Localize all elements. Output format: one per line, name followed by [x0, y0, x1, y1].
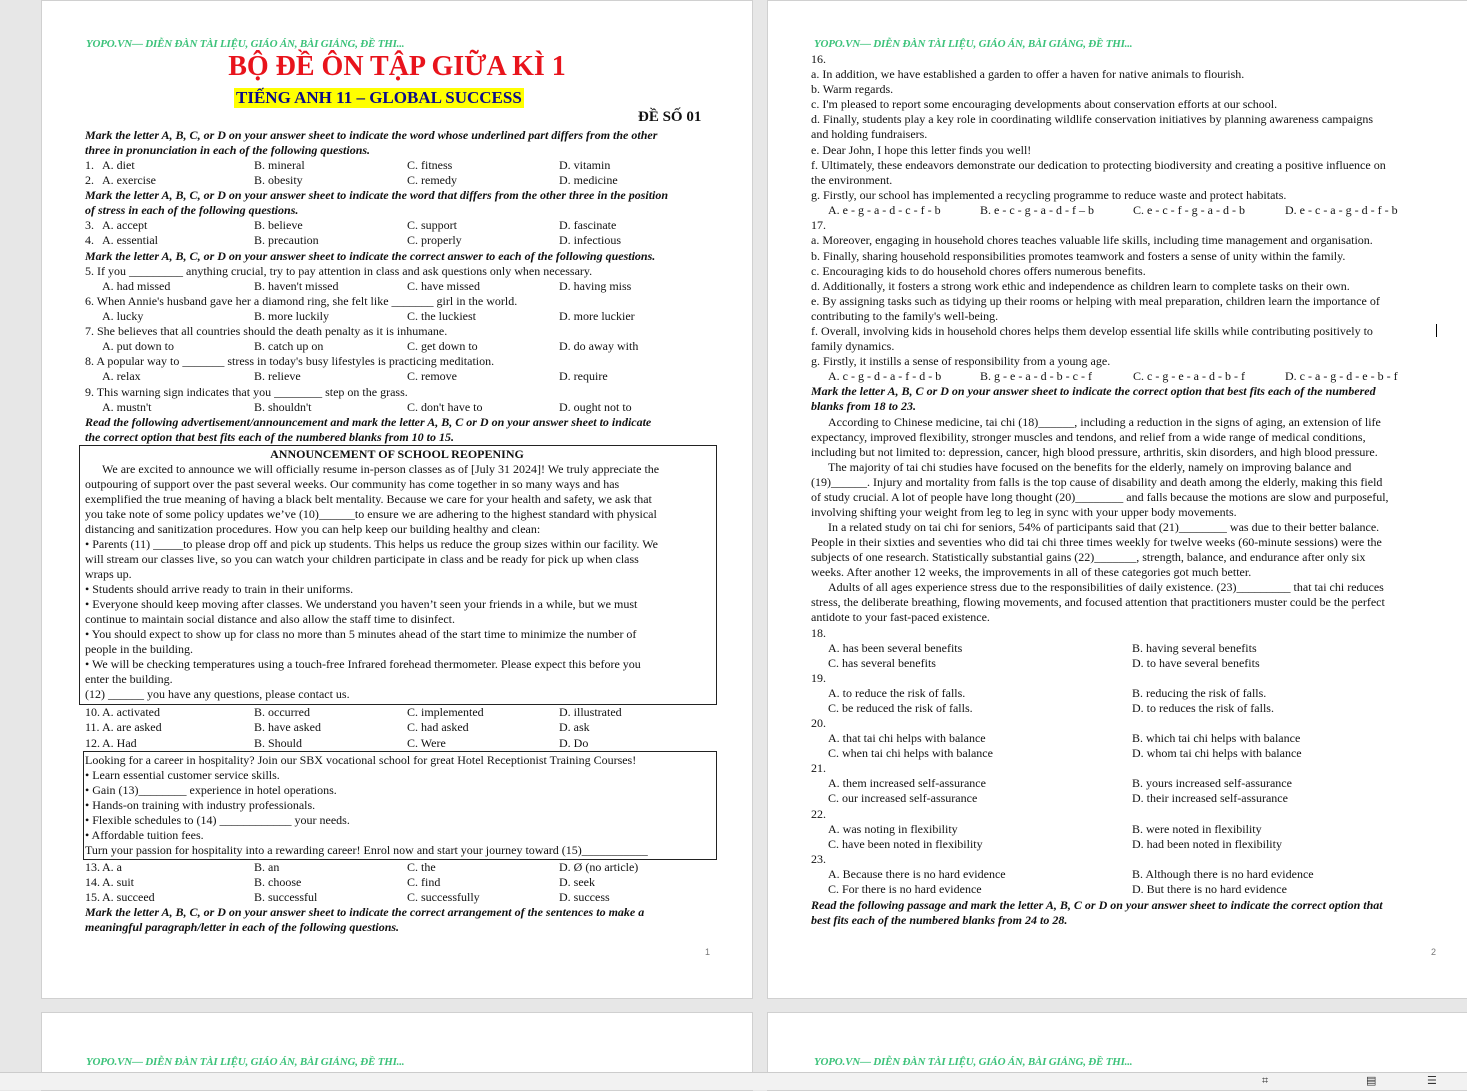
question-number: 15. [85, 890, 100, 904]
option-sentence: f. Overall, involving kids in household chores helps them develop essential life skills while contributing positively to [811, 324, 1373, 338]
document-page-2 [767, 0, 1467, 999]
passage-line: (19)______. Injury and mortality from falls is the top cause of disability and death among the elderly, making this field [811, 475, 1383, 489]
answer-option-b[interactable]: B. more luckily [254, 309, 329, 323]
page-header: YOPO.VN— DIỄN ĐÀN TÀI LIỆU, GIÁO ÁN, BÀI GIẢNG, ĐỀ THI... [814, 38, 1133, 50]
answer-option-c[interactable]: C. when tai chi helps with balance [828, 746, 993, 760]
page-number: 1 [705, 947, 711, 957]
instruction-line: of stress in each of the following questions. [85, 203, 299, 217]
question-number: 10. [85, 705, 100, 719]
question-stem: 9. This warning sign indicates that you ________ step on the grass. [85, 385, 408, 399]
order-option[interactable]: A. c - g - d - a - f - d - b [828, 369, 942, 383]
passage-line: Adults of all ages experience stress due to the responsibilities of daily existence. (23)_________ that tai chi reduces [828, 580, 1384, 594]
answer-option-c[interactable]: C. the luckiest [407, 309, 476, 323]
question-number: 18. [811, 626, 826, 640]
passage-line: People in their sixties and seventies who did tai chi three times weekly for twelve weeks (60-minute sessions) were the [811, 535, 1382, 549]
answer-option-b[interactable]: B. have asked [254, 720, 321, 734]
question-number: 23. [811, 852, 826, 866]
answer-option-c[interactable]: C. have missed [407, 279, 480, 293]
answer-option-d[interactable]: D. vitamin [559, 158, 611, 172]
order-option[interactable]: D. e - c - a - g - d - f - b [1285, 203, 1398, 217]
instruction-line: Mark the letter A, B, C, or D on your answer sheet to indicate the word that differs from the other three in the position [85, 188, 669, 202]
answer-option-b[interactable]: B. shouldn't [254, 400, 312, 414]
answer-option-d[interactable]: D. require [559, 369, 608, 383]
answer-option-c[interactable]: C. our increased self-assurance [828, 791, 978, 805]
document-page-1 [41, 0, 753, 999]
answer-option-a[interactable]: A. Because there is no hard evidence [828, 867, 1006, 881]
announcement-line: people in the building. [85, 642, 193, 656]
answer-option-a[interactable]: A. has been several benefits [828, 641, 963, 655]
answer-option-c[interactable]: C. remove [407, 369, 457, 383]
instruction-line: best fits each of the numbered blanks from 24 to 28. [811, 913, 1068, 927]
answer-option-b[interactable]: B. yours increased self-assurance [1132, 776, 1292, 790]
answer-option-d[interactable]: D. infectious [559, 233, 621, 247]
announcement-line: • Parents (11) _____to please drop off and pick up students. This helps us reduce the group sizes within our facility. We [85, 537, 658, 551]
question-number: 1. [85, 158, 94, 172]
answer-option-c[interactable]: C. find [407, 875, 441, 889]
instruction-line: meaningful paragraph/letter in each of the following questions. [85, 920, 400, 934]
option-sentence: g. Firstly, it instills a sense of responsibility from a young age. [811, 354, 1111, 368]
instruction-line: Mark the letter A, B, C, or D on your answer sheet to indicate the correct arrangement of the sentences to make a [85, 905, 645, 919]
answer-option-b[interactable]: B. choose [254, 875, 302, 889]
passage-line: weeks. After another 12 weeks, the improvements in all of these categories got much better. [811, 565, 1252, 579]
question-number: 22. [811, 807, 826, 821]
question-number: 19. [811, 671, 826, 685]
answer-option-a[interactable]: A. activated [102, 705, 160, 719]
order-option[interactable]: B. g - e - a - d - b - c - f [980, 369, 1092, 383]
question-number: 13. [85, 860, 100, 874]
question-stem: 8. A popular way to _______ stress in today's busy lifestyles is practicing meditation. [85, 354, 495, 368]
answer-option-d[interactable]: D. ought not to [559, 400, 632, 414]
question-number: 4. [85, 233, 94, 247]
answer-option-a[interactable]: A. succeed [102, 890, 155, 904]
answer-option-b[interactable]: B. Should [254, 736, 303, 750]
announcement-box [79, 445, 717, 705]
page-header: YOPO.VN— DIỄN ĐÀN TÀI LIỆU, GIÁO ÁN, BÀI GIẢNG, ĐỀ THI... [86, 1056, 405, 1068]
answer-option-d[interactable]: D. seek [559, 875, 595, 889]
option-sentence: e. By assigning tasks such as tidying up their rooms or helping with meal preparation, children learn the importance of [811, 294, 1380, 308]
option-sentence: b. Finally, sharing household responsibilities promotes teamwork and fosters a sense of unity within the family. [811, 249, 1346, 263]
answer-option-a[interactable]: A. had missed [102, 279, 171, 293]
instruction-line: Read the following advertisement/announcement and mark the letter A, B, C or D on your answer sheet to indicate [85, 415, 652, 429]
focus-icon[interactable]: ⌗ [1262, 1074, 1269, 1087]
announcement-line: enter the building. [85, 672, 173, 686]
answer-option-b[interactable]: B. an [254, 860, 280, 874]
answer-option-a[interactable]: A. them increased self-assurance [828, 776, 986, 790]
answer-option-d[interactable]: D. medicine [559, 173, 618, 187]
answer-option-a[interactable]: A. exercise [102, 173, 156, 187]
answer-option-a[interactable]: A. relax [102, 369, 141, 383]
answer-option-c[interactable]: C. don't have to [407, 400, 483, 414]
answer-option-d[interactable]: D. illustrated [559, 705, 622, 719]
answer-option-b[interactable]: B. obesity [254, 173, 303, 187]
answer-option-b[interactable]: B. occurred [254, 705, 310, 719]
answer-option-c[interactable]: C. get down to [407, 339, 478, 353]
answer-option-a[interactable]: A. essential [102, 233, 158, 247]
order-option[interactable]: C. c - g - e - a - d - b - f [1133, 369, 1245, 383]
answer-option-c[interactable]: C. fitness [407, 158, 453, 172]
answer-option-c[interactable]: C. Were [407, 736, 446, 750]
page-header: YOPO.VN— DIỄN ĐÀN TÀI LIỆU, GIÁO ÁN, BÀI GIẢNG, ĐỀ THI... [814, 1056, 1133, 1068]
answer-option-b[interactable]: B. believe [254, 218, 303, 232]
instruction-line: Mark the letter A, B, C or D on your answer sheet to indicate the correct option that best fits each of the numbered [811, 384, 1376, 398]
advertisement-line: • Hands-on training with industry professionals. [85, 798, 316, 812]
answer-option-d[interactable]: D. Ø (no article) [559, 860, 639, 874]
answer-option-d[interactable]: D. do away with [559, 339, 639, 353]
answer-option-a[interactable]: A. to reduce the risk of falls. [828, 686, 966, 700]
answer-option-c[interactable]: C. For there is no hard evidence [828, 882, 982, 896]
announcement-line: will stream our classes live, so you can watch your children participate in class and be ready for pick up when class [85, 552, 639, 566]
question-number: 20. [811, 716, 826, 730]
option-sentence: 16. [811, 52, 826, 66]
option-sentence: and holding fundraisers. [811, 127, 928, 141]
answer-option-d[interactable]: D. to reduces the risk of falls. [1132, 701, 1274, 715]
announcement-line: We are excited to announce we will officially resume in-person classes as of [July 31 2024]! We truly appreciate the [102, 462, 660, 476]
instruction-line: Mark the letter A, B, C, or D on your answer sheet to indicate the correct answer to each of the following questions. [85, 249, 656, 263]
instruction-line: blanks from 18 to 23. [811, 399, 917, 413]
answer-option-a[interactable]: A. a [102, 860, 122, 874]
answer-option-b[interactable]: B. successful [254, 890, 318, 904]
answer-option-d[interactable]: D. But there is no hard evidence [1132, 882, 1287, 896]
answer-option-a[interactable]: A. that tai chi helps with balance [828, 731, 986, 745]
announcement-title: ANNOUNCEMENT OF SCHOOL REOPENING [270, 447, 524, 461]
question-stem: 6. When Annie's husband gave her a diamond ring, she felt like _______ girl in the world. [85, 294, 518, 308]
option-sentence: e. Dear John, I hope this letter finds you well! [811, 143, 1032, 157]
announcement-line: (12) ______ you have any questions, please contact us. [85, 687, 350, 701]
document-subtitle: TIẾNG ANH 11 – GLOBAL SUCCESS [236, 88, 522, 107]
answer-option-b[interactable]: B. which tai chi helps with balance [1132, 731, 1301, 745]
exam-number: ĐỀ SỐ 01 [638, 109, 702, 125]
announcement-line: • Everyone should keep moving after classes. We understand you haven’t seen your friends in a while, but we must [85, 597, 638, 611]
question-number: 21. [811, 761, 826, 775]
question-number: 12. [85, 736, 100, 750]
option-sentence: family dynamics. [811, 339, 895, 353]
answer-option-d[interactable]: D. their increased self-assurance [1132, 791, 1288, 805]
answer-option-c[interactable]: C. the [407, 860, 436, 874]
option-sentence: contributing to the family's well-being. [811, 309, 999, 323]
announcement-line: distancing and sanitization procedures. How you can help keep our building healthy and clean: [85, 522, 541, 536]
answer-option-d[interactable]: D. to have several benefits [1132, 656, 1260, 670]
answer-option-a[interactable]: A. mustn't [102, 400, 152, 414]
answer-option-c[interactable]: C. remedy [407, 173, 457, 187]
answer-option-c[interactable]: C. successfully [407, 890, 480, 904]
option-sentence: 17. [811, 218, 826, 232]
passage-line: including but not limited to: depression, cancer, high blood pressure, arthritis, skin disorders, and high blood pressure. [811, 445, 1378, 459]
answer-option-b[interactable]: B. catch up on [254, 339, 324, 353]
question-number: 11. [85, 720, 100, 734]
answer-option-c[interactable]: C. properly [407, 233, 462, 247]
passage-line: of study crucial. A lot of people have long thought (20)________ and falls because the motions are slow and purposeful, [811, 490, 1389, 504]
instruction-line: the correct option that best fits each of the numbered blanks from 10 to 15. [85, 430, 455, 444]
advertisement-box [83, 751, 717, 860]
announcement-line: wraps up. [85, 567, 132, 581]
instruction-line: three in pronunciation in each of the following questions. [85, 143, 371, 157]
answer-option-a[interactable]: A. lucky [102, 309, 144, 323]
answer-option-d[interactable]: D. fascinate [559, 218, 617, 232]
announcement-line: outpouring of support over the past several weeks. Our community has come together in so many ways and has [85, 477, 620, 491]
option-sentence: d. Additionally, it fosters a strong work ethic and independence as children learn to complete tasks on their own. [811, 279, 1350, 293]
passage-line: antidote to your fast-paced existence. [811, 610, 990, 624]
option-sentence: f. Ultimately, these endeavors demonstrate our dedication to protecting biodiversity and creating a positive influence on [811, 158, 1386, 172]
answer-option-b[interactable]: B. reducing the risk of falls. [1132, 686, 1267, 700]
answer-option-b[interactable]: B. relieve [254, 369, 301, 383]
instruction-line: Read the following passage and mark the letter A, B, C or D on your answer sheet to indicate the correct option that [811, 898, 1383, 912]
advertisement-line: • Learn essential customer service skills. [85, 768, 280, 782]
answer-option-d[interactable]: D. whom tai chi helps with balance [1132, 746, 1302, 760]
answer-option-d[interactable]: D. ask [559, 720, 590, 734]
page-header: YOPO.VN— DIỄN ĐÀN TÀI LIỆU, GIÁO ÁN, BÀI GIẢNG, ĐỀ THI... [86, 38, 405, 50]
passage-line: In a related study on tai chi for seniors, 54% of participants said that (21)________ was due to their better balance. [828, 520, 1380, 534]
order-option[interactable]: B. e - c - g - a - d - f – b [980, 203, 1094, 217]
announcement-line: you take note of some policy updates we’ve (10)______to ensure we are adhering to the highest standard with physical [85, 507, 657, 521]
answer-option-d[interactable]: D. more luckier [559, 309, 635, 323]
passage-line: expectancy, improved flexibility, stronger muscles and tendons, and relief from a wide range of medical conditions, [811, 430, 1366, 444]
answer-option-b[interactable]: B. Although there is no hard evidence [1132, 867, 1314, 881]
answer-option-a[interactable]: A. Had [102, 736, 137, 750]
answer-option-c[interactable]: C. support [407, 218, 458, 232]
answer-option-a[interactable]: A. accept [102, 218, 148, 232]
announcement-line: • Students should arrive ready to train in their uniforms. [85, 582, 354, 596]
answer-option-b[interactable]: B. mineral [254, 158, 305, 172]
answer-option-a[interactable]: A. diet [102, 158, 135, 172]
answer-option-a[interactable]: A. suit [102, 875, 135, 889]
advertisement-line: Looking for a career in hospitality? Join our SBX vocational school for great Hotel Receptionist Training Courses! [85, 753, 637, 767]
option-sentence: c. Encouraging kids to do household chores offers numerous benefits. [811, 264, 1146, 278]
option-sentence: b. Warm regards. [811, 82, 894, 96]
option-sentence: d. Finally, students play a key role in coordinating wildlife conservation initiatives by planning awareness campaigns [811, 112, 1374, 126]
answer-option-a[interactable]: A. put down to [102, 339, 174, 353]
passage-line: subjects of one research. Statistically substantial gains (22)_______, strength, balance, and endurance after only six [811, 550, 1366, 564]
answer-option-b[interactable]: B. haven't missed [254, 279, 339, 293]
advertisement-line: • Flexible schedules to (14) ____________ your needs. [85, 813, 350, 827]
option-sentence: c. I'm pleased to report some encouraging developments about conservation efforts at our school. [811, 97, 1278, 111]
status-bar [0, 1072, 1467, 1090]
passage-line: involving shifting your weight from leg to leg in sync with your upper body movements. [811, 505, 1237, 519]
passage-line: The majority of tai chi studies have focused on the benefits for the elderly, namely on improving balance and [828, 460, 1352, 474]
passage-line: stress, the deliberate breathing, flowing movements, and focused attention that practitioners muster could be the perfect [811, 595, 1385, 609]
answer-option-c[interactable]: C. had asked [407, 720, 469, 734]
question-stem: 5. If you _________ anything crucial, try to pay attention in class and ask questions only when necessary. [85, 264, 593, 278]
answer-option-d[interactable]: D. had been noted in flexibility [1132, 837, 1282, 851]
advertisement-line: • Affordable tuition fees. [85, 828, 204, 842]
answer-option-c[interactable]: C. be reduced the risk of falls. [828, 701, 973, 715]
advertisement-line: Turn your passion for hospitality into a rewarding career! Enrol now and start your journey toward (15)___________ [85, 843, 648, 857]
answer-option-d[interactable]: D. having miss [559, 279, 632, 293]
document-title: BỘ ĐỀ ÔN TẬP GIỮA KÌ 1 [228, 51, 566, 82]
announcement-line: continue to maintain social distance and also allow the staff time to disinfect. [85, 612, 456, 626]
question-number: 3. [85, 218, 94, 232]
print-layout-icon[interactable]: ☰ [1427, 1074, 1437, 1087]
answer-option-b[interactable]: B. were noted in flexibility [1132, 822, 1262, 836]
instruction-line: Mark the letter A, B, C, or D on your answer sheet to indicate the word whose underlined part differs from the other [85, 128, 658, 142]
answer-option-a[interactable]: A. was noting in flexibility [828, 822, 958, 836]
answer-option-d[interactable]: D. success [559, 890, 610, 904]
answer-option-c[interactable]: C. have been noted in flexibility [828, 837, 983, 851]
option-sentence: a. In addition, we have established a garden to offer a haven for native animals to flourish. [811, 67, 1245, 81]
answer-option-a[interactable]: A. are asked [102, 720, 162, 734]
question-number: 14. [85, 875, 100, 889]
answer-option-d[interactable]: D. Do [559, 736, 589, 750]
option-sentence: g. Firstly, our school has implemented a recycling programme to reduce waste and protect habitats. [811, 188, 1287, 202]
answer-option-c[interactable]: C. implemented [407, 705, 484, 719]
announcement-line: • You should expect to show up for class no more than 5 minutes ahead of the start time to minimize the number of [85, 627, 637, 641]
announcement-line: • We will be checking temperatures using a touch-free Infrared forehead thermometer. Please expect this before you [85, 657, 641, 671]
answer-option-b[interactable]: B. having several benefits [1132, 641, 1257, 655]
order-option[interactable]: C. e - c - f - g - a - d - b [1133, 203, 1245, 217]
order-option[interactable]: A. e - g - a - d - c - f - b [828, 203, 941, 217]
order-option[interactable]: D. c - a - g - d - e - b - f [1285, 369, 1398, 383]
question-number: 2. [85, 173, 94, 187]
passage-line: According to Chinese medicine, tai chi (18)______, including a reduction in the signs of aging, an extension of life [828, 415, 1381, 429]
read-mode-icon[interactable]: ▤ [1366, 1074, 1377, 1087]
question-stem: 7. She believes that all countries should the death penalty as it is inhumane. [85, 324, 448, 338]
answer-option-c[interactable]: C. has several benefits [828, 656, 936, 670]
option-sentence: the environment. [811, 173, 893, 187]
advertisement-line: • Gain (13)________ experience in hotel operations. [85, 783, 337, 797]
option-sentence: a. Moreover, engaging in household chores teaches valuable life skills, including time management and organisation. [811, 233, 1373, 247]
announcement-line: exemplified the true meaning of having a black belt mentality. Because we care for your health and safety, we ask that [85, 492, 652, 506]
text-cursor [1436, 324, 1437, 337]
page-number: 2 [1431, 947, 1437, 957]
answer-option-b[interactable]: B. precaution [254, 233, 319, 247]
